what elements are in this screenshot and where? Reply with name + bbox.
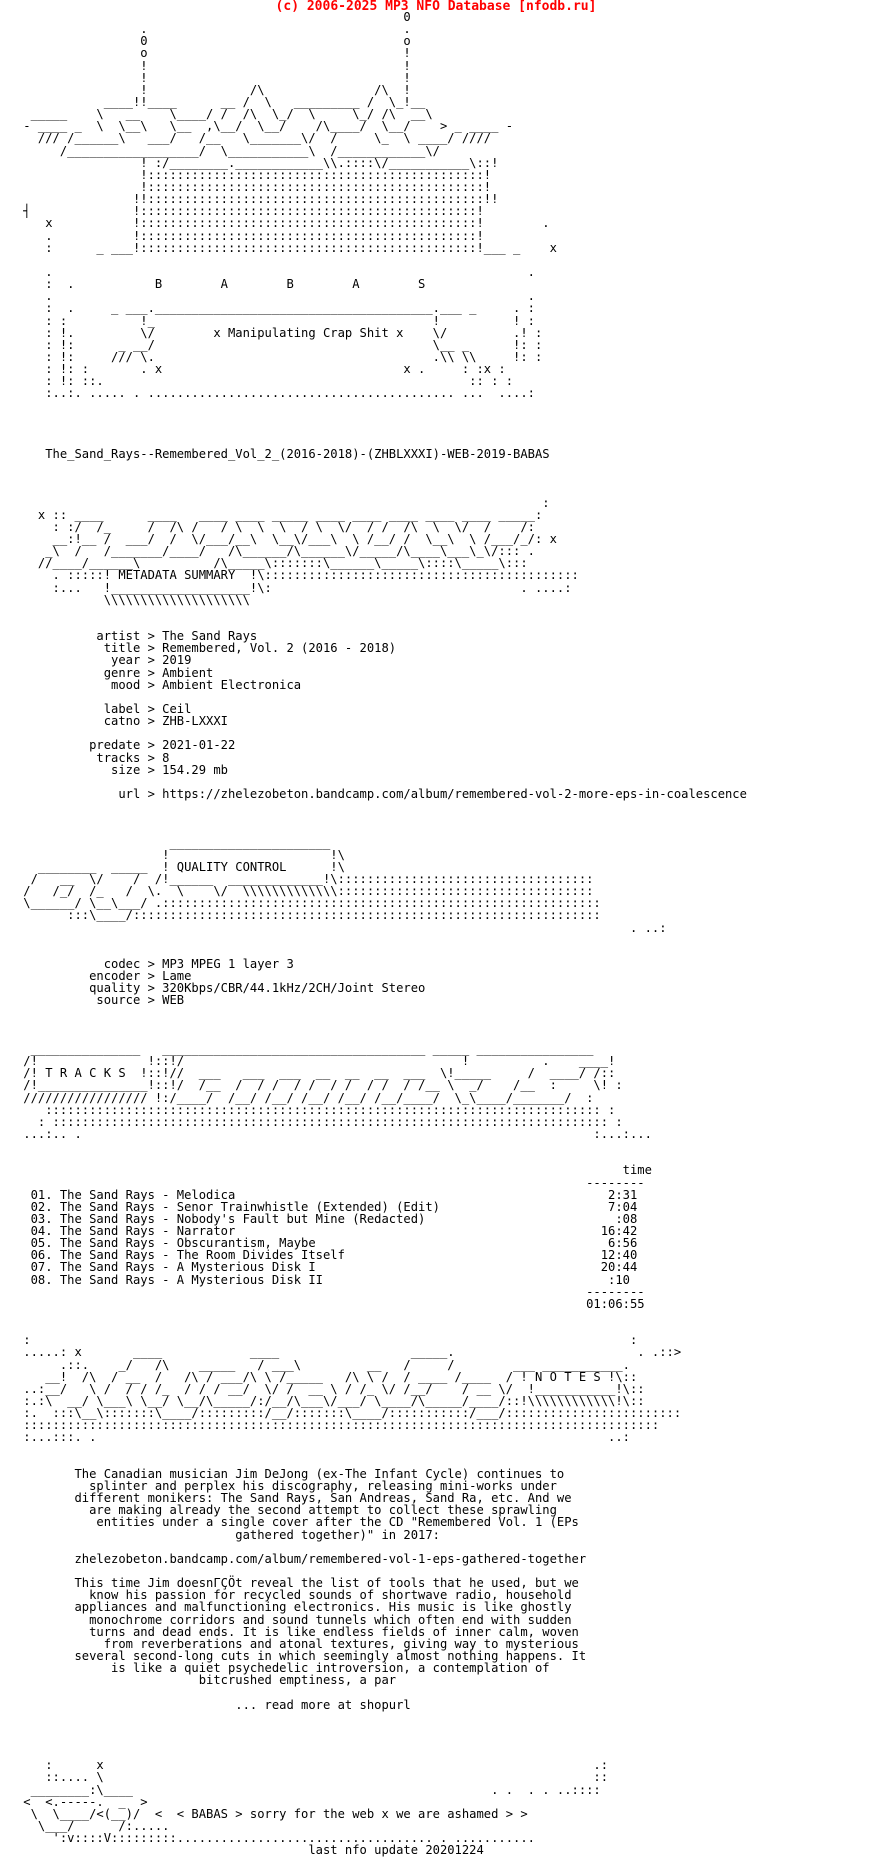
- nfo-line: ! :/________.____________\\.::::\/___________\::!: [16, 155, 499, 170]
- nfo-line: : : !_ ! ! :: [16, 313, 535, 328]
- nfo-line: : . _ ___.______________________________________.___ _ . :: [16, 301, 535, 316]
- nfo-line: [16, 1723, 747, 1735]
- nfo-line: encoder > Lame: [16, 969, 192, 984]
- nfo-line: o !: [16, 46, 411, 61]
- nfo-line: last nfo update 20201224: [16, 1843, 484, 1857]
- nfo-line: !::::::::::::::::::::::::::::::::::::::::::::::!: [16, 167, 492, 182]
- nfo-line: ..:__/ \ / / / /_ / / / __/ \/ / __ \ / /_ \/ /__/ / __ \/ !___________!\::: [16, 1381, 645, 1396]
- nfo-line: ':v::::V:::::::::................................... . ...........: [16, 1831, 535, 1846]
- nfo-line: predate > 2021-01-22: [16, 738, 236, 753]
- nfo-line: [16, 1444, 747, 1456]
- nfo-line: monochrome corridors and sound tunnels which often end with sudden: [16, 1612, 572, 1627]
- nfo-line: / __ \/ / /!______ _____________!\:::::::::::::::::::::::::::::::::::: [16, 871, 594, 886]
- nfo-line: :::::::::::::::::::::::::::::::::::::::::::::::::::::::::::::::::::::::::::::::::::::::: [16, 1418, 660, 1433]
- nfo-line: [16, 460, 747, 472]
- nfo-line: zhelezobeton.bandcamp.com/album/remembered-vol-1-eps-gathered-together: [16, 1551, 587, 1566]
- nfo-line: codec > MP3 MPEG 1 layer 3: [16, 956, 294, 971]
- nfo-line: 0 o: [16, 34, 411, 49]
- nfo-line: ! !: [16, 58, 411, 73]
- nfo-line: [16, 1140, 747, 1152]
- nfo-line: _\ / /_______/____/ /\______/\______\/_____/\____\___\_\/::: .: [16, 544, 535, 559]
- nfo-line: : :::::::::::::::::::::::::::::::::::::::::::::::::::::::::::::::::::::::::::: :: [16, 1114, 623, 1129]
- nfo-line: / /_/ /_ / \. \ \/ \\\\\\\\\\\\\:::::::::::::::::::::::::::::::::::: [16, 884, 594, 899]
- nfo-line: .::. _/ /\ _____ / ___\ __ / / ___ ___________.: [16, 1357, 630, 1372]
- nfo-line: gathered together)" in 2017:: [16, 1527, 440, 1542]
- nfo-line: genre > Ambient: [16, 665, 214, 680]
- nfo-line: ! !: [16, 70, 411, 85]
- nfo-line: 01. The Sand Rays - Melodica 2:31: [16, 1187, 638, 1202]
- nfo-line: ///////////////// !:/____/ /__/ /__/ /__/ /__/ /__/____/ \_\____/_______/ :: [16, 1090, 594, 1105]
- nfo-line: /! !::!/ ! . ____!: [16, 1054, 616, 1069]
- nfo-line: time: [16, 1163, 652, 1178]
- nfo-line: :. :::\__\:::::::\____/:::::::::/__/:::::::\____/:::::::::::/___/::::::::::::::::::::::::: [16, 1406, 682, 1421]
- nfo-line: 04. The Sand Rays - Narrator 16:42: [16, 1224, 638, 1239]
- nfo-line: [16, 1686, 747, 1698]
- nfo-line: \ \____/<(__)/ < < BABAS > sorry for the web x we are ashamed > >: [16, 1806, 528, 1821]
- nfo-line: . .: [16, 22, 411, 37]
- nfo-line: url > https://zhelezobeton.bandcamp.com/album/remembered-vol-2-more-eps-in-coalescence: [16, 787, 747, 801]
- nfo-line: x !::::::::::::::::::::::::::::::::::::::::::::::! .: [16, 216, 550, 231]
- nfo-line: : . B A B A S: [16, 277, 426, 292]
- nfo-line: source > WEB: [16, 993, 185, 1008]
- nfo-line: title > Remembered, Vol. 2 (2016 - 2018): [16, 641, 397, 656]
- nfo-line: [16, 1711, 747, 1723]
- nfo-line: --------: [16, 1175, 645, 1190]
- nfo-line: . :::::! METADATA SUMMARY !\:::::::::::::::::::::::::::::::::::::::::::: [16, 568, 579, 583]
- nfo-line: [16, 424, 747, 436]
- nfo-line: 01:06:55: [16, 1296, 645, 1311]
- nfo-line: : x .:: [16, 1758, 609, 1773]
- site-header: (c) 2006-2025 MP3 NFO Database [nfodb.ru]: [275, 0, 597, 14]
- nfo-line: :.:\ __/ \___\ \__/ \__/\_____/:/__/\___\/___/ \____/\_____/____/::!\\\\\\\\\\\\!\::: [16, 1394, 645, 1409]
- nfo-line: size > 154.29 mb: [16, 762, 228, 777]
- nfo-line: _____ \ __ \____/ / /\ \_/ \ \_/ /\ __\: [16, 107, 433, 122]
- nfo-line: ! /\ /\ !: [16, 82, 411, 97]
- nfo-line: //____/______\ /\_____\:::::::\______\_____\::::\_____\:::: [16, 556, 528, 571]
- nfo-line: ________:\____ . . . . ..::::: [16, 1782, 601, 1797]
- nfo-line: entities under a single cover after the CD "Remembered Vol. 1 (EPs: [16, 1515, 579, 1530]
- nfo-line: : !: ::. :: : :: [16, 374, 514, 389]
- nfo-line: ... read more at shopurl: [16, 1697, 411, 1712]
- nfo-line: : !: _ __/ \__ _ !: :: [16, 337, 543, 352]
- nfo-line: The_Sand_Rays--Remembered_Vol_2_(2016-2018)-(ZHBLXXXI)-WEB-2019-BABAS: [16, 447, 550, 462]
- nfo-line: [16, 472, 747, 484]
- nfo-line: appliances and malfunctioning electronics. His music is like ghostly: [16, 1600, 572, 1615]
- nfo-line: :::\____/::::::::::::::::::::::::::::::::::::::::::::::::::::::::::::::::: [16, 908, 601, 923]
- nfo-line: . ..:: [16, 920, 667, 935]
- nfo-line: 08. The Sand Rays - A Mysterious Disk II :10: [16, 1272, 630, 1287]
- nfo-line: [16, 1310, 747, 1322]
- nfo-line: --------: [16, 1284, 645, 1299]
- nfo-line: 0: [16, 10, 411, 24]
- nfo-line: turns and dead ends. It is like endless fields of inner calm, woven: [16, 1624, 579, 1639]
- nfo-line: ________ _____ ! QUALITY CONTROL !\: [16, 859, 345, 874]
- nfo-line: 05. The Sand Rays - Obscurantism, Maybe 6:56: [16, 1236, 638, 1251]
- nfo-line: [16, 934, 747, 946]
- nfo-line: :::::::::::::::::::::::::::::::::::::::::::::::::::::::::::::::::::::::::::: :: [16, 1102, 616, 1117]
- nfo-line: are making already the second attempt to collect these sprawling: [16, 1503, 557, 1518]
- nfo-line: . !::::::::::::::::::::::::::::::::::::::::::::::!: [16, 228, 484, 243]
- nfo-line: [16, 606, 747, 618]
- nfo-line: /!_______________!::!/ /__ / / / / / / / / / / /__ \ _/ /__ : \! :: [16, 1078, 623, 1093]
- nfo-line: splinter and perplex his discography, releasing mini-works under: [16, 1479, 557, 1494]
- nfo-line: \______/ \__\___/ .::::::::::::::::::::::::::::::::::::::::::::::::::::::::::::: [16, 896, 601, 911]
- nfo-line: : :/ /_ / /\ / / \ \ \ / \ \/ / / /\ \ \/ / /:: [16, 519, 535, 534]
- nfo-line: __! /\ / __ / /\ / ___/\ \ /_____ /\ \ / / ____ /____ / ! N O T E S !\::: [16, 1369, 638, 1384]
- nfo-line: ______________________: [16, 835, 331, 850]
- nfo-line: [16, 400, 747, 412]
- nfo-line: :...:::. . ..:: [16, 1430, 630, 1445]
- nfo-line: x :: ____ ____ ____ ____ _____ ____ ____ ____ ____ ____ _____:: [16, 507, 543, 522]
- nfo-line: [16, 484, 747, 496]
- nfo-line: \\\\\\\\\\\\\\\\\\\\: [16, 592, 250, 607]
- nfo-line: . .: [16, 289, 535, 304]
- nfo-line: . .: [16, 264, 535, 279]
- nfo-line: label > Ceil: [16, 702, 192, 717]
- nfo-line: \___/ /:.....: [16, 1818, 170, 1833]
- nfo-ascii-document: [16, 11, 747, 1856]
- nfo-line: 06. The Sand Rays - The Room Divides Itself 12:40: [16, 1248, 638, 1263]
- nfo-line: [16, 812, 747, 824]
- nfo-line: year > 2019: [16, 653, 192, 668]
- nfo-line: artist > The Sand Rays: [16, 629, 258, 644]
- nfo-line: - ____ _ \ \__\ \__ ,\__/ \__/ /\____/ \__/ > _ ____ -: [16, 119, 514, 134]
- nfo-line: several second-long cuts in which seemingly almost nothing happens. It: [16, 1648, 587, 1663]
- nfo-line: mood > Ambient Electronica: [16, 677, 302, 692]
- nfo-line: This time Jim doesnΓÇÖt reveal the list of tools that he used, but we: [16, 1576, 579, 1591]
- nfo-line: [16, 1735, 747, 1747]
- nfo-line: different monikers: The Sand Rays, San Andreas, Sand Ra, etc. And we: [16, 1491, 572, 1506]
- nfo-line: : !: /// \. .\\ \\ !: :: [16, 349, 543, 364]
- nfo-line: _______________ ____________________________________ _____ ________________: [16, 1041, 594, 1056]
- nfo-line: bitcrushed emptiness, a par: [16, 1673, 397, 1688]
- nfo-line: :..:. ..... . .......................................... ... ....:: [16, 386, 535, 401]
- nfo-line: ! !\: [16, 847, 345, 862]
- nfo-line: < <.-----. _ >: [16, 1794, 148, 1809]
- nfo-line: ____!!____ __ / \ _________ / \_!__: [16, 94, 426, 109]
- nfo-line: [16, 1007, 747, 1019]
- nfo-line: /! T R A C K S !::!// ___ ___ ___ __ __ __ ___ \!_____ / ____/ /::: [16, 1066, 616, 1081]
- nfo-line: The Canadian musician Jim DeJong (ex-The Infant Cycle) continues to: [16, 1466, 565, 1481]
- nfo-line: from reverberations and atonal textures, giving way to mysterious: [16, 1636, 579, 1651]
- nfo-line: [16, 1019, 747, 1031]
- nfo-line: ...:.. . :...:...: [16, 1126, 652, 1141]
- nfo-line: .....: x ____ ____ _____. . .::>: [16, 1345, 682, 1360]
- nfo-line: [16, 412, 747, 424]
- nfo-line: catno > ZHB-LXXXI: [16, 714, 228, 729]
- nfo-line: is like a quiet psychedelic introversion, a contemplation of: [16, 1661, 550, 1676]
- nfo-line: :... !___________________!\: . ....:: [16, 580, 572, 595]
- nfo-line: : :: [16, 1333, 638, 1348]
- nfo-line: : !. \/ x Manipulating Crap Shit x \/ .! :: [16, 325, 543, 340]
- nfo-line: tracks > 8: [16, 750, 170, 765]
- nfo-line: 07. The Sand Rays - A Mysterious Disk I 20:44: [16, 1260, 638, 1275]
- nfo-line: 02. The Sand Rays - Senor Trainwhistle (Extended) (Edit) 7:04: [16, 1199, 638, 1214]
- nfo-line: [16, 800, 747, 812]
- nfo-line: __:!__ / ___/ / \/___/__\ \__\/___\ \ /__/ / \__\ \ /___/_/: x: [16, 532, 557, 547]
- nfo-line: : !: : . x x . : :x :: [16, 362, 506, 377]
- nfo-line: ┤ !::::::::::::::::::::::::::::::::::::::::::::::!: [16, 204, 484, 219]
- nfo-line: !::::::::::::::::::::::::::::::::::::::::::::::!: [16, 179, 492, 194]
- nfo-line: : _ ___!::::::::::::::::::::::::::::::::::::::::::::::!___ _ x: [16, 240, 557, 255]
- nfo-line: [16, 824, 747, 836]
- nfo-line: :: [16, 495, 550, 510]
- nfo-line: 03. The Sand Rays - Nobody's Fault but Mine (Redacted) :08: [16, 1211, 638, 1226]
- nfo-line: /// /______\ ___/ /__ \_______\/ / \_ \ ____/ ////: [16, 131, 492, 146]
- nfo-line: know his passion for recycled sounds of shortwave radio, household: [16, 1588, 572, 1603]
- nfo-line: ::.... \ ::: [16, 1770, 609, 1785]
- nfo-line: quality > 320Kbps/CBR/44.1kHz/2CH/Joint Stereo: [16, 981, 426, 996]
- nfo-line: !!::::::::::::::::::::::::::::::::::::::::::::::!!: [16, 192, 499, 207]
- nfo-line: /__________________/ \___________\ /____________\/: [16, 143, 440, 158]
